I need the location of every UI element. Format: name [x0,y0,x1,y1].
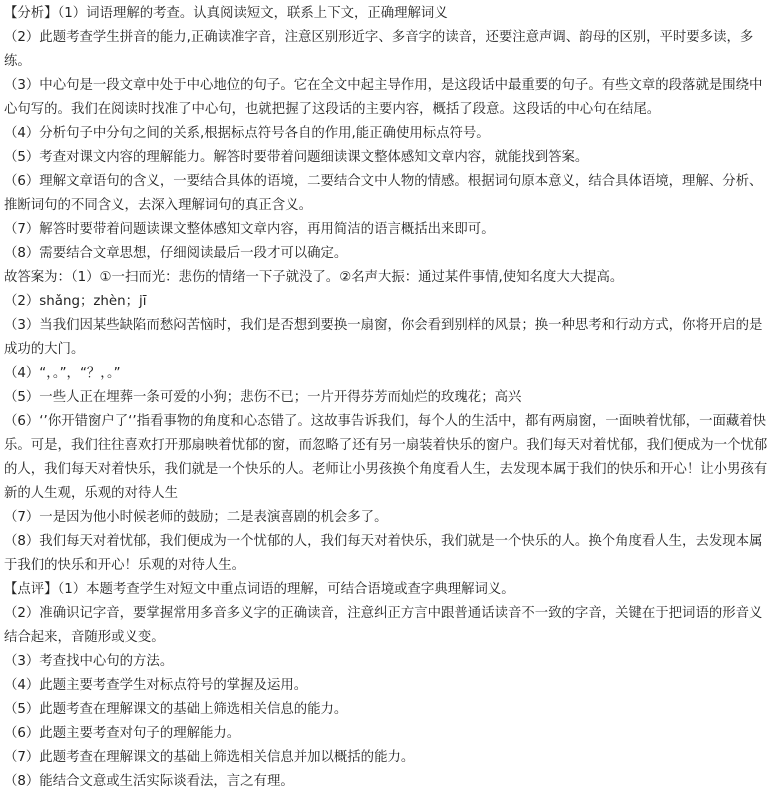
analysis-item-3: （3）中心句是一段文章中处于中心地位的句子。它在全文中起主导作用，是这段话中最重要的句子。有些文章的段落就是围绕中心句写的。我们在阅读时找准了中心句，也就把握了这段话的主要内容，概括了段意。这段话的中心句在结尾。 [4,78,763,117]
analysis-item-4: （4）分析句子中分句之间的关系,根据标点符号各自的作用,能正确使用标点符号。 [4,126,490,141]
answer-item-1: 故答案为：（1）①一扫而光：悲伤的情绪一下子就没了。②名声大振：通过某件事情,使知名度大大提高。 [4,270,624,285]
answer-item-2: （2）shǎng；zhèn；jī [4,294,147,309]
analysis-item-6: （6）理解文章语句的含义，一要结合具体的语境，二要结合文中人物的情感。根据词句原本意义，结合具体语境，理解、分析、推断词句的不同含义，去深入理解词句的真正含义。 [4,174,763,213]
comment-item-6: （6）此题主要考查对句子的理解能力。 [4,726,241,741]
analysis-item-8: （8）需要结合文章思想，仔细阅读最后一段才可以确定。 [4,246,348,261]
answer-item-3: （3）当我们因某些缺陷而愁闷苦恼时，我们是否想到要换一扇窗，你会看到别样的风景；换一种思考和行动方式，你将开启的是成功的大门。 [4,318,763,357]
comment-item-1: 【点评】（1）本题考查学生对短文中重点词语的理解，可结合语境或查字典理解词义。 [4,582,515,597]
comment-item-8: （8）能结合文意或生活实际谈看法，言之有理。 [4,774,294,789]
comment-item-7: （7）此题考查在理解课文的基础上筛选相关信息并加以概括的能力。 [4,750,415,765]
analysis-item-7: （7）解答时要带着问题读课文整体感知文章内容，再用简洁的语言概括出来即可。 [4,222,495,237]
comment-item-2: （2）准确识记字音，要掌握常用多音多义字的正确读音，注意纠正方言中跟普通话读音不一致的字音，关键在于把词语的形音义结合起来，音随形或义变。 [4,606,763,645]
comment-header: 【点评】 [4,582,58,597]
analysis-item-1: 【分析】（1）词语理解的考查。认真阅读短文，联系上下文，正确理解词义 [4,6,448,21]
comment-item-4: （4）此题主要考查学生对标点符号的掌握及运用。 [4,678,308,693]
answer-item-8: （8）我们每天对着忧郁，我们便成为一个忧郁的人，我们每天对着快乐，我们就是一个快乐的人。换个角度看人生，去发现本属于我们的快乐和开心！乐观的对待人生。 [4,534,763,573]
answer-item-6: （6）‘’你开错窗户了‘’指看事物的角度和心态错了。这故事告诉我们，每个人的生活中，都有两扇窗，一面映着忧郁，一面藏着快乐。可是，我们往往喜欢打开那扇映着忧郁的窗，而忽略了还有另一扇装着快乐的窗户。我们每天对着忧郁，我们便成为一个忧郁的人，我们每天对着快乐，我们就是一个快乐的人。老师让小男孩换个角度看人生，去发现本属于我们的快乐和开心！让小男孩有新的人生观，乐观的对待人生 [4,414,768,501]
answer-item-4: （4）“，。”，“？，。” [4,366,121,381]
analysis-item-2: （2）此题考查学生拼音的能力,正确读准字音，注意区别形近字、多音字的读音，还要注意声调、韵母的区别，平时要多读，多练。 [4,30,754,69]
answer-item-5: （5）一些人正在埋葬一条可爱的小狗；悲伤不已；一片开得芬芳而灿烂的玫瑰花；高兴 [4,390,522,405]
comment-item-3: （3）考查找中心句的方法。 [4,654,174,669]
analysis-header: 【分析】 [4,6,58,21]
comment-item-5: （5）此题考查在理解课文的基础上筛选相关信息的能力。 [4,702,348,717]
analysis-item-5: （5）考查对课文内容的理解能力。解答时要带着问题细读课文整体感知文章内容，就能找到答案。 [4,150,589,165]
answer-item-7: （7）一是因为他小时候老师的鼓励；二是表演喜剧的机会多了。 [4,510,388,525]
